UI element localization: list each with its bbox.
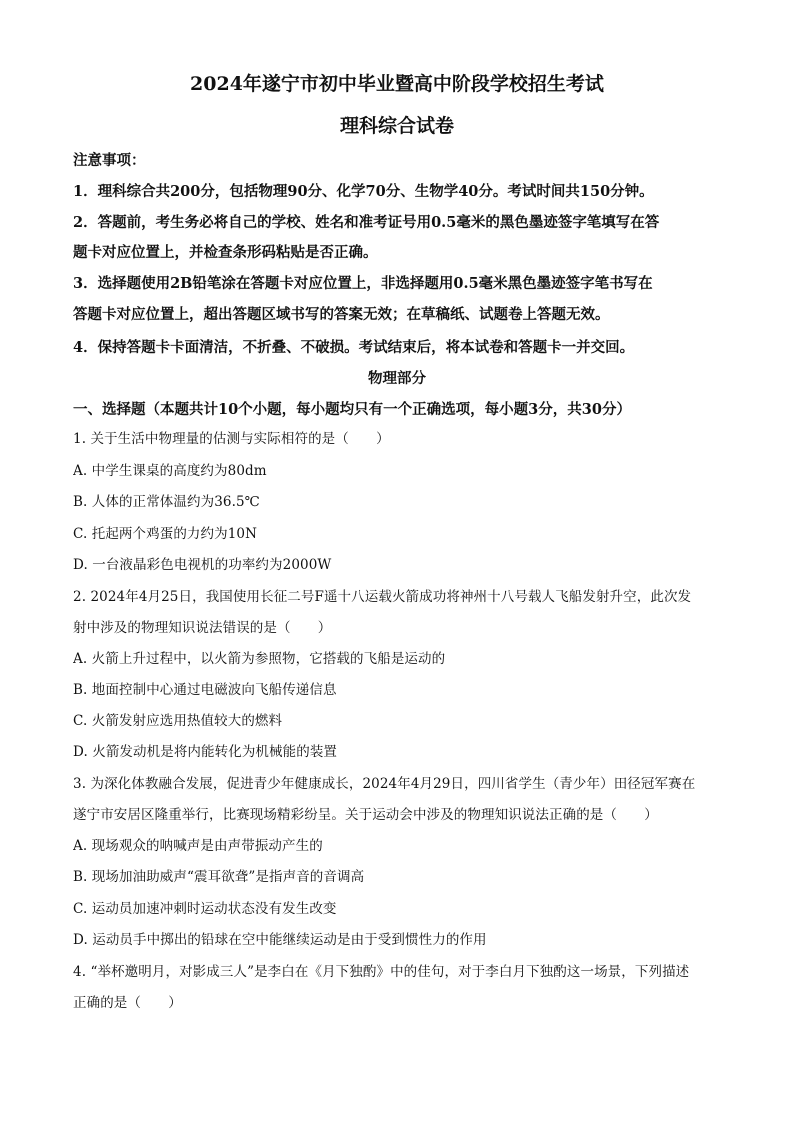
question-4-stem-line-2: 正确的是（ ）	[73, 995, 182, 1011]
notice-item-3: 3．选择题使用2B铅笔涂在答题卡对应位置上，非选择题用0.5毫米黑色墨迹签字笔书写在	[73, 275, 653, 292]
question-1-option-c: C. 托起两个鸡蛋的力约为10N	[73, 526, 258, 542]
question-2-stem-line-1: 2. 2024年4月25日，我国使用长征二号F遥十八运载火箭成功将神州十八号载人飞船发射升空，此次发	[73, 589, 692, 605]
question-3-option-d: D. 运动员手中掷出的铅球在空中能继续运动是由于受到惯性力的作用	[73, 932, 487, 948]
question-2-option-a: A. 火箭上升过程中，以火箭为参照物，它搭载的飞船是运动的	[73, 651, 446, 667]
question-1-stem: 1. 关于生活中物理量的估测与实际相符的是（ ）	[73, 431, 390, 447]
question-2-option-d: D. 火箭发动机是将内能转化为机械能的装置	[73, 744, 338, 760]
question-3-option-a: A. 现场观众的呐喊声是由声带振动产生的	[73, 838, 323, 854]
question-3-option-c: C. 运动员加速冲刺时运动状态没有发生改变	[73, 901, 337, 917]
question-1-option-d: D. 一台液晶彩色电视机的功率约为2000W	[73, 557, 332, 573]
question-3-stem-line-2: 遂宁市安居区隆重举行，比赛现场精彩纷呈。关于运动会中涉及的物理知识说法正确的是（ ）	[73, 807, 658, 823]
notice-item-1: 1．理科综合共200分，包括物理90分、化学70分、生物学40分。考试时间共150分钟。	[73, 183, 654, 200]
notice-item-2-cont: 题卡对应位置上，并检查条形码粘贴是否正确。	[73, 244, 378, 261]
question-2-option-c: C. 火箭发射应选用热值较大的燃料	[73, 713, 283, 729]
section-heading: 一、选择题（本题共计10个小题，每小题均只有一个正确选项，每小题3分，共30分）	[73, 401, 631, 418]
question-2-stem-line-2: 射中涉及的物理知识说法错误的是（ ）	[73, 620, 332, 636]
question-3-stem-line-1: 3. 为深化体教融合发展，促进青少年健康成长，2024年4月29日，四川省学生（青少年）田径冠军赛在	[73, 776, 696, 792]
notice-item-4: 4．保持答题卡卡面清洁，不折叠、不破损。考试结束后，将本试卷和答题卡一并交回。	[73, 339, 635, 356]
question-1-option-b: B. 人体的正常体温约为36.5℃	[73, 494, 260, 510]
exam-subtitle: 理科综合试卷	[339, 115, 454, 137]
question-1-option-a: A. 中学生课桌的高度约为80dm	[73, 463, 267, 479]
question-3-option-b: B. 现场加油助威声“震耳欲聋”是指声音的音调高	[73, 869, 365, 885]
part-title: 物理部分	[368, 370, 426, 387]
question-4-stem-line-1: 4. “举杯邀明月，对影成三人”是李白在《月下独酌》中的佳句，对于李白月下独酌这一场景，下列描述	[73, 964, 690, 980]
notice-heading: 注意事项：	[73, 152, 146, 169]
notice-item-3-cont: 答题卡对应位置上，超出答题区域书写的答案无效；在草稿纸、试题卷上答题无效。	[73, 306, 610, 323]
exam-title: 2024年遂宁市初中毕业暨高中阶段学校招生考试	[190, 73, 604, 95]
question-2-option-b: B. 地面控制中心通过电磁波向飞船传递信息	[73, 682, 337, 698]
notice-item-2: 2．答题前，考生务必将自己的学校、姓名和准考证号用0.5毫米的黑色墨迹签字笔填写在答	[73, 214, 660, 231]
